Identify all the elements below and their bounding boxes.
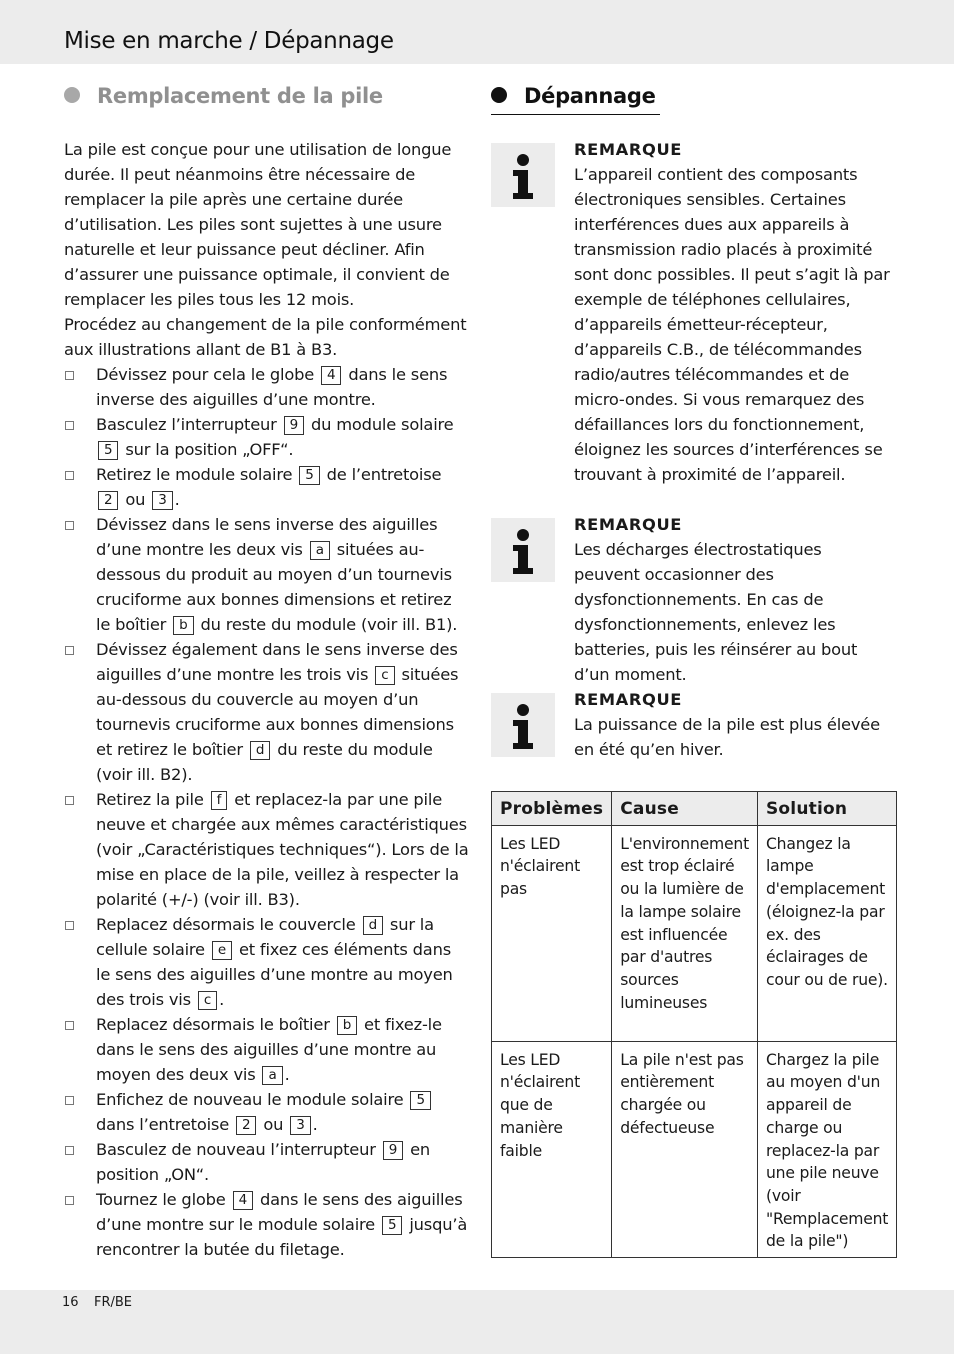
heading-bullet-icon bbox=[491, 87, 507, 103]
bullet-square-icon bbox=[65, 521, 74, 530]
step-text: ou bbox=[263, 1115, 284, 1134]
step-item bbox=[64, 1087, 469, 1137]
page-title: Mise en marche / Dépannage bbox=[64, 28, 394, 54]
step-item bbox=[64, 1012, 469, 1087]
step-text: . bbox=[312, 1115, 318, 1134]
note-title: REMARQUE bbox=[574, 515, 682, 534]
reference-number-box: 4 bbox=[233, 1191, 253, 1210]
section-heading-troubleshooting bbox=[491, 84, 656, 108]
note-title: REMARQUE bbox=[574, 140, 682, 159]
note-text: L’appareil contient des composants électroniques sensibles. Certaines interférences dues aux appareils à transmission radio placés à proximité sont donc possibles. Il peut s’agit là par exemple de téléphones cellulaires, d’appareils émetteur-récepteur, d’appareils C.B., de télécommandes radio/autres télécommandes et de micro-ondes. Si vous remarquez des défaillances lors du fonctionnement, éloignez les sources d’interférences se trouvant à proximité de l’appareil. bbox=[574, 165, 890, 484]
note-text: Les décharges électrostatiques peuvent occasionner des dysfonctionnements. En cas de dysfonctionnements, enlevez les batteries, puis les réinsérer au bout d’un moment. bbox=[574, 540, 858, 684]
step-item bbox=[64, 1137, 469, 1187]
page-header bbox=[0, 0, 954, 64]
step-text: sur la position „OFF“. bbox=[125, 440, 294, 459]
step-text: . bbox=[219, 990, 225, 1009]
note-box bbox=[491, 687, 891, 762]
reference-number-box: d bbox=[250, 741, 270, 760]
step-text: dans le sens des aiguilles d’une montre sur le module solaire bbox=[96, 1190, 463, 1234]
heading-bullet-icon bbox=[64, 87, 80, 103]
step-text: Retirez la pile bbox=[96, 790, 204, 809]
step-text: . bbox=[174, 490, 180, 509]
reference-number-box: 5 bbox=[299, 466, 319, 485]
step-item bbox=[64, 362, 469, 412]
page-number: 16 bbox=[62, 1295, 79, 1310]
reference-number-box: 3 bbox=[290, 1116, 310, 1135]
step-text: Dévissez dans le sens inverse des aiguilles d’une montre les deux vis bbox=[96, 515, 438, 559]
step-item bbox=[64, 462, 469, 512]
page-footer bbox=[0, 1290, 954, 1354]
step-text: du reste du module (voir ill. B2). bbox=[96, 740, 433, 784]
step-item bbox=[64, 637, 469, 787]
reference-number-box: 3 bbox=[152, 491, 172, 510]
step-item bbox=[64, 912, 469, 1012]
step-text: Replacez désormais le couvercle bbox=[96, 915, 356, 934]
step-text: dans l’entretoise bbox=[96, 1115, 230, 1134]
table-cell: La pile n'est pas entièrement chargée ou défectueuse bbox=[612, 1041, 758, 1257]
reference-number-box: 2 bbox=[236, 1116, 256, 1135]
step-text: Dévissez également dans le sens inverse des aiguilles d’une montre les trois vis bbox=[96, 640, 458, 684]
step-text: sur la cellule solaire bbox=[96, 915, 434, 959]
step-text: Enfichez de nouveau le module solaire bbox=[96, 1090, 404, 1109]
reference-number-box: 5 bbox=[382, 1216, 402, 1235]
step-item bbox=[64, 512, 469, 637]
step-item bbox=[64, 412, 469, 462]
reference-number-box: c bbox=[375, 666, 394, 685]
step-text: et fixez ces éléments dans le sens des aiguilles d’une montre au moyen des trois vis bbox=[96, 940, 453, 1009]
table-cell: Les LED n'éclairent pas bbox=[492, 825, 612, 1041]
intro-paragraph: La pile est conçue pour une utilisation de longue durée. Il peut néanmoins être nécessaire de remplacer la pile après une certaine durée d’utilisation. Les piles sont sujettes à une usure naturelle et leur puissance peut décliner. Afin d’assurer une puissance optimale, il convient de remplacer les piles tous les 12 mois. bbox=[64, 140, 452, 309]
step-text: Dévissez pour cela le globe bbox=[96, 365, 315, 384]
bullet-square-icon bbox=[65, 646, 74, 655]
step-text: ou bbox=[125, 490, 146, 509]
step-text: du module solaire bbox=[311, 415, 454, 434]
bullet-square-icon bbox=[65, 1196, 74, 1205]
reference-number-box: a bbox=[310, 541, 330, 560]
reference-number-box: 5 bbox=[410, 1091, 430, 1110]
step-text: et fixez-le dans le sens des aiguilles d’une montre au moyen des deux vis bbox=[96, 1015, 442, 1084]
step-text: de l’entretoise bbox=[326, 465, 442, 484]
bullet-square-icon bbox=[65, 1096, 74, 1105]
step-item bbox=[64, 1187, 469, 1262]
step-text: Retirez le module solaire bbox=[96, 465, 293, 484]
reference-number-box: 9 bbox=[383, 1141, 403, 1160]
step-text: situées au-dessous du produit au moyen d’un tournevis cruciforme aux bonnes dimensions et retirez le boîtier bbox=[96, 540, 452, 634]
table-row bbox=[492, 825, 897, 1041]
step-text: en position „ON“. bbox=[96, 1140, 431, 1184]
troubleshooting-table bbox=[491, 791, 897, 1258]
step-text: Basculez l’interrupteur bbox=[96, 415, 277, 434]
reference-number-box: 2 bbox=[98, 491, 118, 510]
note-text: La puissance de la pile est plus élevée en été qu’en hiver. bbox=[574, 715, 880, 759]
step-text: Tournez le globe bbox=[96, 1190, 226, 1209]
table-header-row bbox=[492, 792, 897, 826]
heading-underline bbox=[491, 114, 660, 115]
column-header: Problèmes bbox=[492, 792, 612, 826]
step-item bbox=[64, 787, 469, 912]
reference-number-box: 9 bbox=[284, 416, 304, 435]
table-cell: Les LED n'éclairent que de manière faible bbox=[492, 1041, 612, 1257]
info-icon bbox=[491, 518, 555, 582]
info-icon bbox=[491, 693, 555, 757]
bullet-square-icon bbox=[65, 921, 74, 930]
step-text: . bbox=[284, 1065, 290, 1084]
note-box bbox=[491, 137, 891, 487]
reference-number-box: d bbox=[363, 916, 383, 935]
step-text: situées au-dessous du couvercle au moyen d’un tournevis cruciforme aux bonnes dimensions et retirez le boîtier bbox=[96, 665, 459, 759]
section-heading-battery bbox=[64, 84, 383, 108]
intro-paragraph: Procédez au changement de la pile conformément aux illustrations allant de B1 à B3. bbox=[64, 315, 467, 359]
bullet-square-icon bbox=[65, 421, 74, 430]
bullet-square-icon bbox=[65, 1146, 74, 1155]
steps-list bbox=[64, 362, 469, 1262]
reference-number-box: f bbox=[211, 791, 228, 810]
section-heading-text: Dépannage bbox=[524, 84, 656, 108]
step-text: et replacez-la par une pile neuve et chargée aux mêmes caractéristiques (voir „Caractéristiques techniques“). Lors de la mise en place de la pile, veillez à respecter la polarité (+/-) (voir ill. B3). bbox=[96, 790, 469, 909]
reference-number-box: e bbox=[212, 941, 232, 960]
table-cell: Changez la lampe d'emplacement (éloignez-la par ex. des éclairages de cour ou de rue). bbox=[757, 825, 896, 1041]
note-title: REMARQUE bbox=[574, 690, 682, 709]
step-text: du reste du module (voir ill. B1). bbox=[200, 615, 458, 634]
language-code: FR/BE bbox=[94, 1295, 133, 1310]
reference-number-box: a bbox=[262, 1066, 282, 1085]
reference-number-box: b bbox=[173, 616, 193, 635]
step-text: dans le sens inverse des aiguilles d’une montre. bbox=[96, 365, 448, 409]
reference-number-box: c bbox=[198, 991, 217, 1010]
bullet-square-icon bbox=[65, 471, 74, 480]
bullet-square-icon bbox=[65, 1021, 74, 1030]
column-header: Solution bbox=[757, 792, 896, 826]
bullet-square-icon bbox=[65, 371, 74, 380]
reference-number-box: 5 bbox=[98, 441, 118, 460]
step-text: jusqu’à rencontrer la butée du filetage. bbox=[96, 1215, 468, 1259]
step-text: Replacez désormais le boîtier bbox=[96, 1015, 330, 1034]
column-header: Cause bbox=[612, 792, 758, 826]
table-cell: L'environnement est trop éclairé ou la lumière de la lampe solaire est influencée par d'autres sources lumineuses bbox=[612, 825, 758, 1041]
section-heading-text: Remplacement de la pile bbox=[97, 84, 383, 108]
bullet-square-icon bbox=[65, 796, 74, 805]
table-cell: Chargez la pile au moyen d'un appareil de charge ou replacez-la par une pile neuve (voir "Remplacement de la pile") bbox=[757, 1041, 896, 1257]
table-row bbox=[492, 1041, 897, 1257]
reference-number-box: b bbox=[337, 1016, 357, 1035]
reference-number-box: 4 bbox=[321, 366, 341, 385]
info-icon bbox=[491, 143, 555, 207]
step-text: Basculez de nouveau l’interrupteur bbox=[96, 1140, 376, 1159]
battery-section-body bbox=[64, 137, 469, 1262]
note-box bbox=[491, 512, 891, 687]
